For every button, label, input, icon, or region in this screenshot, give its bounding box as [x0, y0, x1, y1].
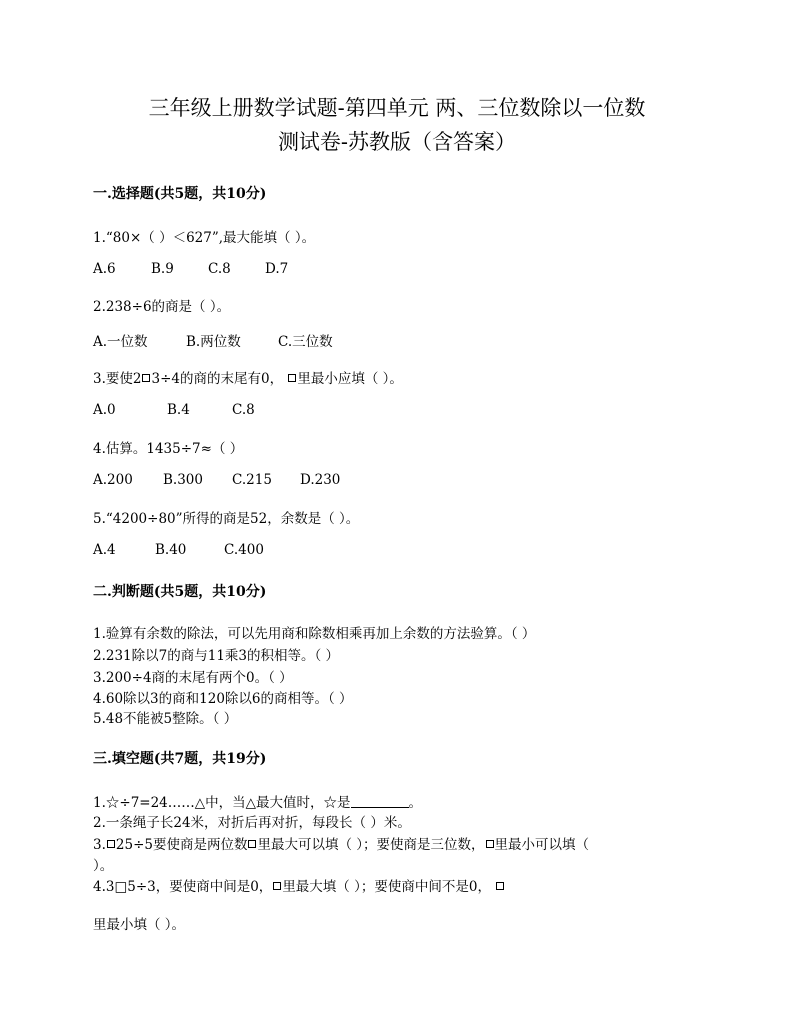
fill-question-4: 4.3□5÷3，要使商中间是0， 里最大填（ ）；要使商中间不是0，: [93, 875, 505, 895]
choice-question-4: 4.估算。1435÷7≈（ ）: [93, 441, 244, 457]
option-a: A.200: [93, 472, 133, 488]
judge-item-5: 5.48不能被5整除。（ ）: [93, 711, 238, 727]
option-b: B.9: [151, 261, 174, 277]
page-title-line1: 三年级上册数学试题-第四单元 两、三位数除以一位数: [148, 96, 646, 120]
fill-question-1: 1.☆÷7=24……△中，当△最大值时，☆是 。: [93, 795, 423, 811]
choice-question-1: 1.“80×（ ）＜627”,最大能填（ ）。: [93, 230, 316, 246]
option-a: A.0: [93, 402, 116, 418]
choice-question-2-options: [93, 330, 333, 350]
choice-question-5: 5.“4200÷80”所得的商是52，余数是（ ）。: [93, 511, 360, 527]
choice-question-4-options: [93, 472, 340, 488]
blank-box-icon: [248, 840, 256, 848]
fill-question-3: 3. 25÷5要使商是两位数 里最大可以填（ ）；要使商是三位数， 里最小可以填（: [93, 837, 590, 853]
section-heading-choice: 一.选择题(共5题，共10分): [93, 186, 267, 202]
option-a: A.一位数: [93, 334, 148, 350]
blank-box-icon: [486, 840, 494, 848]
option-a: A.6: [93, 261, 116, 277]
option-c: C.215: [232, 472, 272, 488]
option-b: B.4: [167, 402, 190, 418]
blank-box-icon: [496, 882, 504, 890]
option-c: C.8: [232, 402, 255, 418]
choice-question-3-options: [93, 402, 255, 418]
fill-question-2: 2.一条绳子长24米，对折后再对折，每段长（ ）米。: [93, 815, 411, 831]
choice-question-1-options: [93, 261, 288, 277]
judge-item-4: 4.60除以3的商和120除以6的商相等。（ ）: [93, 691, 353, 707]
option-b: B.40: [155, 542, 187, 558]
option-c: C.8: [208, 261, 231, 277]
judge-item-2: 2.231除以7的商与11乘3的积相等。（ ）: [93, 648, 340, 664]
answer-blank-line: [351, 795, 409, 808]
option-c: C.三位数: [278, 334, 333, 350]
choice-question-3: 3.要使2 3÷4的商的末尾有0， 里最小应填（ ）。: [93, 371, 403, 387]
choice-question-2: 2.238÷6的商是（ ）。: [93, 299, 231, 315]
section-heading-fill: 三.填空题(共7题，共19分): [93, 751, 267, 767]
fill-question-3-continued: ）。: [93, 858, 114, 874]
page-title-line2: 测试卷-苏教版（含答案）: [277, 130, 517, 154]
option-b: B.两位数: [186, 334, 241, 350]
choice-question-5-options: [93, 542, 264, 558]
section-heading-judge: 二.判断题(共5题，共10分): [93, 584, 267, 600]
option-a: A.4: [93, 542, 116, 558]
blank-box-icon: [288, 374, 296, 382]
option-d: D.7: [265, 261, 289, 277]
blank-box-icon: [142, 374, 150, 382]
option-b: B.300: [163, 472, 203, 488]
blank-box-icon: [273, 882, 281, 890]
fill-question-4-continued: 里最小填（ ）。: [93, 917, 186, 933]
judge-item-1: 1.验算有余数的除法，可以先用商和除数相乘再加上余数的方法验算。（ ）: [93, 626, 536, 642]
blank-box-icon: [107, 840, 115, 848]
option-c: C.400: [224, 542, 264, 558]
judge-item-3: 3.200÷4商的末尾有两个0。（ ）: [93, 670, 293, 686]
option-d: D.230: [300, 472, 341, 488]
